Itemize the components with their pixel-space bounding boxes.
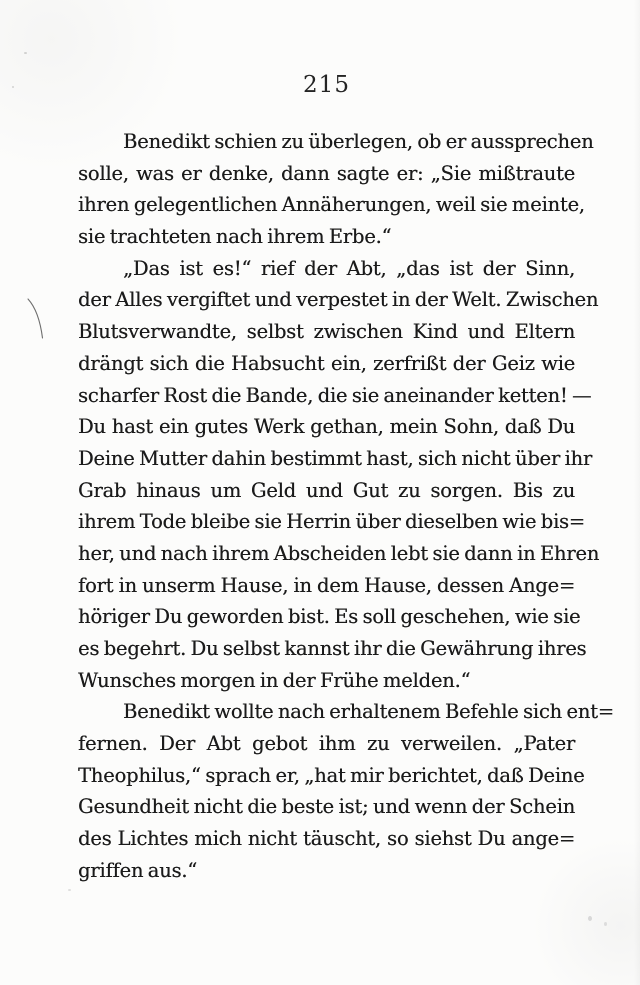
- text-line: Benedikt wollte nach erhaltenem Befehle sich ent=: [123, 700, 614, 724]
- text-line: es begehrt. Du selbst kannst ihr die Gewährung ihres: [78, 637, 587, 660]
- text-line: fort in unserm Hause, in dem Hause, dessen Ange=: [78, 573, 575, 597]
- text-line: Gesundheit nicht die beste ist; und wenn der Schein: [78, 795, 575, 819]
- text-line: Grab hinaus um Geld und Gut zu sorgen. Bis zu: [78, 478, 575, 502]
- text-line: höriger Du geworden bist. Es soll geschehen, wie sie: [78, 605, 581, 629]
- text-line: Blutsverwandte, selbst zwischen Kind und Eltern: [78, 320, 575, 344]
- scan-speckle: [604, 922, 607, 926]
- text-line: Wunsches morgen in der Frühe melden.“: [78, 668, 471, 692]
- text-line: der Alles vergiftet und verpestet in der Welt. Zwischen: [78, 288, 599, 312]
- text-line: Du hast ein gutes Werk gethan, mein Sohn, daß Du: [78, 415, 575, 439]
- body-text: [78, 126, 614, 887]
- scan-speckle: [24, 52, 27, 54]
- text-line: drängt sich die Habsucht ein, zerfrißt der Geiz wie: [78, 351, 575, 375]
- paragraph: [78, 253, 600, 697]
- text-line: „Das ist es!“ rief der Abt, „das ist der Sinn,: [123, 256, 575, 280]
- text-line: ihrem Tode bleibe sie Herrin über dieselben wie bis=: [78, 510, 585, 534]
- text-line: solle, was er denke, dann sagte er: „Sie mißtraute: [78, 161, 575, 185]
- paragraph: [78, 126, 594, 253]
- text-line: scharfer Rost die Bande, die sie aneinander ketten! —: [78, 383, 592, 407]
- text-line: Theophilus,“ sprach er, „hat mir berichtet, daß Deine: [78, 763, 585, 787]
- scan-speckle: [12, 86, 14, 88]
- page-number: 215: [303, 72, 350, 98]
- paragraph: [78, 696, 614, 886]
- text-line: fernen. Der Abt gebot ihm zu verweilen. „Pater: [78, 732, 575, 756]
- scan-speckle: [588, 916, 592, 921]
- text-line: sie trachteten nach ihrem Erbe.“: [78, 225, 392, 249]
- text-line: ihren gelegentlichen Annäherungen, weil sie meinte,: [78, 193, 585, 217]
- text-line: Deine Mutter dahin bestimmt hast, sich nicht über ihr: [78, 446, 593, 470]
- text-line: Benedikt schien zu überlegen, ob er aussprechen: [123, 130, 594, 153]
- text-line: des Lichtes mich nicht täuscht, so siehst Du ange=: [78, 827, 575, 851]
- scan-speckle: [68, 889, 71, 891]
- scan-speckle: [577, 302, 579, 306]
- text-line: her, und nach ihrem Abscheiden lebt sie dann in Ehren: [78, 541, 600, 565]
- text-line: griffen aus.“: [78, 858, 198, 882]
